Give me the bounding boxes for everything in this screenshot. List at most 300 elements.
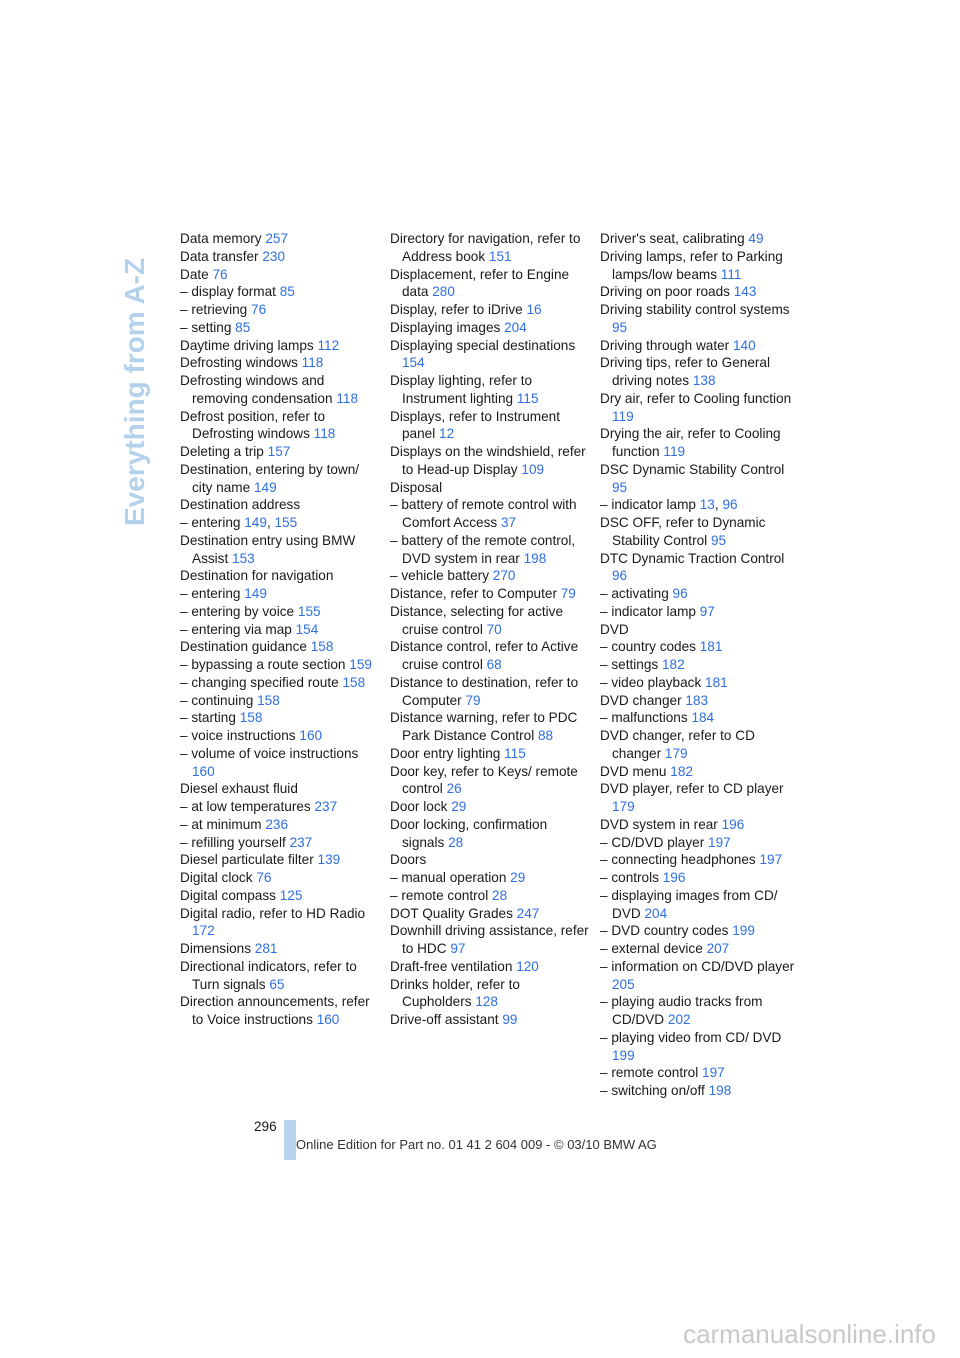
index-term: – playing video from CD/ DVD xyxy=(600,1029,782,1045)
page-ref-link[interactable]: 118 xyxy=(336,390,359,406)
index-term: – CD/DVD player xyxy=(600,834,705,850)
index-term: Draft-free ventilation xyxy=(390,958,513,974)
index-term: – bypassing a route section xyxy=(180,657,346,672)
index-term: – country codes xyxy=(600,639,696,655)
index-term: Driver's seat, calibrating xyxy=(600,231,745,246)
index-entry xyxy=(600,283,800,301)
index-entry xyxy=(600,514,800,550)
page-ref-link[interactable]: 88 xyxy=(538,728,554,743)
page-ref-link[interactable]: 65 xyxy=(269,976,285,992)
page-ref-link[interactable]: 184 xyxy=(691,710,715,726)
index-term: – battery of the remote control, DVD system in rear xyxy=(390,532,576,566)
index-entry xyxy=(390,603,590,639)
page-ref-link[interactable]: 204 xyxy=(504,319,527,335)
page-ref-link[interactable]: 85 xyxy=(235,319,251,335)
index-term: Drive-off assistant xyxy=(390,1012,499,1027)
page-ref-link[interactable]: 95 xyxy=(612,479,628,495)
index-entry xyxy=(600,638,800,656)
page-ref-link[interactable]: 204 xyxy=(644,905,668,921)
index-term: Defrosting windows xyxy=(180,355,298,371)
page-ref-link[interactable]: 196 xyxy=(721,816,745,832)
index-entry xyxy=(600,603,800,621)
index-entry xyxy=(180,514,380,532)
index-term: Direction announcements, refer to Voice instructions xyxy=(180,994,370,1027)
index-entry xyxy=(180,692,380,710)
index-term: Downhill driving assistance, refer to HDC xyxy=(390,923,589,956)
page-ref-link[interactable]: 154 xyxy=(295,621,319,637)
index-term: – external device xyxy=(600,941,703,956)
page-ref-link[interactable]: 179 xyxy=(664,745,688,761)
index-column-2 xyxy=(390,230,590,1029)
index-term: – volume of voice instructions xyxy=(180,745,359,761)
index-entry xyxy=(180,798,380,816)
index-entry xyxy=(600,993,800,1029)
page-ref-link[interactable]: 97 xyxy=(699,603,715,619)
index-entry xyxy=(390,337,590,373)
index-entry xyxy=(390,1011,590,1029)
page-ref-separator: , xyxy=(266,515,271,530)
page-ref-link[interactable]: 76 xyxy=(256,870,272,885)
index-term: DOT Quality Grades xyxy=(390,905,513,921)
index-entry xyxy=(600,727,800,763)
page-ref-link[interactable]: 237 xyxy=(289,834,313,850)
index-term: DVD changer xyxy=(600,692,682,708)
page-ref-link[interactable]: 181 xyxy=(705,674,728,690)
page-ref-link[interactable]: 153 xyxy=(232,550,255,566)
index-term: Door locking, confirmation signals xyxy=(390,816,548,850)
index-entry xyxy=(180,337,380,355)
index-term: DVD xyxy=(600,621,629,637)
index-entry xyxy=(180,248,380,266)
index-term: – setting xyxy=(180,319,232,335)
page-ref-link[interactable]: 155 xyxy=(274,515,298,530)
index-term: – remote control xyxy=(600,1065,699,1081)
page-ref-link[interactable]: 95 xyxy=(612,319,628,335)
page-ref-link[interactable]: 96 xyxy=(722,497,738,513)
index-term: – refilling yourself xyxy=(180,834,286,850)
page-ref-link[interactable]: 28 xyxy=(492,887,508,903)
page-ref-link[interactable]: 29 xyxy=(451,799,467,814)
index-term: Distance, selecting for active cruise control xyxy=(390,603,564,637)
index-term: Destination for navigation xyxy=(180,568,334,584)
index-term: – changing specified route xyxy=(180,674,339,690)
page-ref-link[interactable]: 139 xyxy=(317,852,341,868)
page-ref-link[interactable]: 257 xyxy=(265,231,289,246)
page-ref-link[interactable]: 95 xyxy=(710,532,727,548)
page-ref-link[interactable]: 160 xyxy=(192,763,215,779)
index-term: – activating xyxy=(600,586,669,601)
index-entry xyxy=(180,603,380,621)
page-ref-link[interactable]: 70 xyxy=(486,621,502,637)
index-term: Digital clock xyxy=(180,870,253,885)
index-entry xyxy=(600,940,800,958)
page-ref-link[interactable]: 125 xyxy=(279,887,303,903)
index-term: DSC Dynamic Stability Control xyxy=(600,461,785,477)
index-term: Displaying special destinations xyxy=(390,337,576,353)
index-term: Distance control, refer to Active cruise control xyxy=(390,639,579,672)
page-ref-link[interactable]: 79 xyxy=(465,692,481,708)
page-ref-link[interactable]: 13 xyxy=(699,497,715,513)
page-ref-link[interactable]: 119 xyxy=(663,444,686,459)
index-entry xyxy=(600,851,800,869)
page-ref-link[interactable]: 236 xyxy=(265,816,289,832)
page-ref-link[interactable]: 149 xyxy=(244,515,267,530)
page-ref-link[interactable]: 26 xyxy=(446,781,462,797)
page-ref-separator: , xyxy=(714,497,719,513)
index-entry xyxy=(600,390,800,426)
index-entry xyxy=(180,887,380,905)
index-entry xyxy=(600,496,800,514)
index-entry xyxy=(180,834,380,852)
page-ref-link[interactable]: 96 xyxy=(612,568,628,584)
index-entry xyxy=(390,319,590,337)
index-entry xyxy=(600,763,800,781)
index-entry xyxy=(390,567,590,585)
page-ref-link[interactable]: 197 xyxy=(702,1065,725,1081)
page-ref-link[interactable]: 172 xyxy=(192,923,215,939)
index-term: Digital compass xyxy=(180,887,276,903)
index-entry xyxy=(390,905,590,923)
index-term: Distance warning, refer to PDC Park Distance Control xyxy=(390,710,578,743)
index-term: – displaying images from CD/ DVD xyxy=(600,887,778,921)
index-term: – indicator lamp xyxy=(600,603,696,619)
side-section-title-text: Everything from A-Z xyxy=(119,257,150,526)
page-ref-link[interactable]: 37 xyxy=(500,515,517,530)
index-term: – display format xyxy=(180,284,276,300)
page-ref-link[interactable]: 111 xyxy=(720,266,742,282)
index-entry xyxy=(390,408,590,444)
page-ref-link[interactable]: 155 xyxy=(297,603,321,619)
index-entry xyxy=(390,922,590,958)
index-term: Defrost position, refer to Defrosting windows xyxy=(180,408,326,442)
index-entry xyxy=(390,496,590,532)
index-entry xyxy=(390,372,590,408)
page-ref-link[interactable]: 247 xyxy=(516,905,540,921)
index-entry xyxy=(180,266,380,284)
page-ref-link[interactable]: 120 xyxy=(516,958,539,974)
page-ref-link[interactable]: 230 xyxy=(262,248,286,264)
page-ref-link[interactable]: 205 xyxy=(612,976,635,992)
index-term: – DVD country codes xyxy=(600,923,729,939)
page-ref-link[interactable]: 138 xyxy=(692,373,716,388)
index-term: – entering xyxy=(180,515,241,530)
page-ref-link[interactable]: 16 xyxy=(526,302,542,317)
index-entry xyxy=(390,709,590,745)
page-ref-link[interactable]: 96 xyxy=(672,586,688,601)
index-term: Driving stability control systems xyxy=(600,302,790,317)
page-ref-link[interactable]: 159 xyxy=(349,657,372,672)
page-ref-link[interactable]: 158 xyxy=(310,639,334,655)
page-ref-link[interactable]: 28 xyxy=(448,834,464,850)
index-entry xyxy=(180,993,380,1029)
index-entry xyxy=(600,958,800,994)
index-term: Destination address xyxy=(180,497,301,513)
page-ref-link[interactable]: 154 xyxy=(402,355,425,371)
page-ref-link[interactable]: 115 xyxy=(504,745,526,761)
page-ref-link[interactable]: 183 xyxy=(685,692,709,708)
page-ref-link[interactable]: 158 xyxy=(342,674,366,690)
index-entry xyxy=(180,638,380,656)
page-ref-link[interactable]: 151 xyxy=(488,248,512,264)
index-entry xyxy=(180,621,380,639)
index-term: Displaying images xyxy=(390,319,501,335)
page-ref-link[interactable]: 79 xyxy=(560,586,576,601)
index-term: Deleting a trip xyxy=(180,444,264,459)
index-term: Destination, entering by town/ city name xyxy=(180,461,360,495)
page-ref-link[interactable]: 237 xyxy=(314,799,338,814)
index-term: Distance to destination, refer to Computer xyxy=(390,674,579,708)
index-entry xyxy=(180,745,380,781)
index-term: Doors xyxy=(390,852,427,868)
index-term: Driving tips, refer to General driving notes xyxy=(600,355,770,388)
page-ref-link[interactable]: 198 xyxy=(708,1083,732,1098)
index-entry xyxy=(600,1082,800,1100)
page-ref-link[interactable]: 49 xyxy=(748,231,764,246)
index-entry xyxy=(180,408,380,444)
index-entry xyxy=(390,887,590,905)
page-ref-link[interactable]: 181 xyxy=(699,639,723,655)
index-term: Digital radio, refer to HD Radio xyxy=(180,905,366,921)
page-ref-link[interactable]: 202 xyxy=(667,1012,691,1027)
index-term: – at low temperatures xyxy=(180,799,311,814)
index-entry xyxy=(180,230,380,248)
index-term: Destination entry using BMW Assist xyxy=(180,532,356,566)
page-ref-link[interactable]: 109 xyxy=(521,461,545,477)
index-term: Driving through water xyxy=(600,337,730,353)
index-term: – controls xyxy=(600,870,659,885)
index-term: – connecting headphones xyxy=(600,852,756,868)
index-term: Dry air, refer to Cooling function xyxy=(600,390,792,406)
index-term: Door entry lighting xyxy=(390,745,501,761)
page-ref-link[interactable]: 199 xyxy=(612,1047,635,1063)
page-ref-link[interactable]: 149 xyxy=(253,479,277,495)
index-term: – vehicle battery xyxy=(390,568,489,584)
watermark: carmanualsonline.info xyxy=(683,1319,936,1349)
index-entry xyxy=(600,674,800,692)
index-entry xyxy=(180,869,380,887)
index-entry xyxy=(180,319,380,337)
page-ref-link[interactable]: 12 xyxy=(439,426,455,442)
page-ref-link[interactable]: 182 xyxy=(661,657,685,672)
index-entry xyxy=(600,301,800,337)
index-entry xyxy=(390,479,590,497)
page-ref-link[interactable]: 160 xyxy=(316,1012,340,1027)
index-term: Directory for navigation, refer to Address book xyxy=(390,231,581,264)
page-ref-link[interactable]: 76 xyxy=(251,302,267,317)
page-ref-link[interactable]: 149 xyxy=(244,586,267,601)
index-term: – battery of remote control with Comfort Access xyxy=(390,497,577,530)
index-term: Dimensions xyxy=(180,941,252,956)
index-entry xyxy=(180,372,380,408)
index-entry xyxy=(180,958,380,994)
page-ref-link[interactable]: 158 xyxy=(239,710,263,726)
index-entry xyxy=(600,337,800,355)
index-term: Door lock xyxy=(390,799,448,814)
index-entry xyxy=(390,301,590,319)
index-term: Display, refer to iDrive xyxy=(390,302,523,317)
index-entry xyxy=(390,266,590,302)
index-entry xyxy=(180,709,380,727)
index-term: Displacement, refer to Engine data xyxy=(390,266,570,300)
index-entry xyxy=(390,976,590,1012)
index-entry xyxy=(180,461,380,497)
page-number: 296 xyxy=(254,1119,277,1134)
index-entry xyxy=(180,585,380,603)
page-ref-link[interactable]: 128 xyxy=(475,994,498,1010)
index-term: – switching on/off xyxy=(600,1083,705,1098)
page-ref-link[interactable]: 179 xyxy=(612,799,635,814)
index-entry xyxy=(180,283,380,301)
index-term: Daytime driving lamps xyxy=(180,337,314,353)
index-entry xyxy=(600,692,800,710)
footer-edition-text: Online Edition for Part no. 01 41 2 604 009 - © 03/10 BMW AG xyxy=(296,1137,657,1152)
index-entry xyxy=(180,532,380,568)
index-entry xyxy=(600,248,800,284)
page-ref-link[interactable]: 158 xyxy=(257,692,280,708)
index-entry xyxy=(600,1064,800,1082)
index-entry xyxy=(600,1029,800,1065)
index-term: – remote control xyxy=(390,887,489,903)
index-term: Diesel exhaust fluid xyxy=(180,781,298,797)
page-ref-link[interactable]: 118 xyxy=(301,355,324,371)
index-term: – information on CD/DVD player xyxy=(600,958,795,974)
index-term: DVD menu xyxy=(600,763,667,779)
index-term: DVD system in rear xyxy=(600,816,718,832)
index-entry xyxy=(600,709,800,727)
index-entry xyxy=(600,656,800,674)
index-entry xyxy=(390,638,590,674)
index-term: – playing audio tracks from CD/DVD xyxy=(600,994,763,1027)
side-section-title xyxy=(110,230,154,530)
index-entry xyxy=(180,496,380,514)
index-entry xyxy=(390,869,590,887)
index-entry xyxy=(180,816,380,834)
index-term: – manual operation xyxy=(390,870,507,885)
index-entry xyxy=(180,940,380,958)
index-term: – video playback xyxy=(600,674,702,690)
index-term: – entering xyxy=(180,586,241,601)
page-ref-link[interactable]: 112 xyxy=(317,337,340,353)
index-entry xyxy=(600,834,800,852)
index-entry xyxy=(180,780,380,798)
page-ref-link[interactable]: 196 xyxy=(662,870,686,885)
index-term: Defrosting windows and removing condensation xyxy=(180,373,333,406)
page-ref-link[interactable]: 280 xyxy=(432,284,455,300)
page-ref-link[interactable]: 85 xyxy=(279,284,295,300)
index-term: DVD player, refer to CD player xyxy=(600,781,784,797)
page-ref-link[interactable]: 68 xyxy=(486,657,502,672)
index-term: – starting xyxy=(180,710,236,726)
index-entry xyxy=(390,816,590,852)
index-entry xyxy=(180,905,380,941)
index-term: Drinks holder, refer to Cupholders xyxy=(390,976,520,1010)
page-ref-link[interactable]: 29 xyxy=(510,870,526,885)
index-term: Destination guidance xyxy=(180,639,307,655)
index-entry xyxy=(600,354,800,390)
index-term: – at minimum xyxy=(180,816,262,832)
index-term: Directional indicators, refer to Turn signals xyxy=(180,958,357,992)
index-entry xyxy=(600,780,800,816)
footer-accent-bar xyxy=(284,1120,296,1160)
page-ref-link[interactable]: 118 xyxy=(313,426,336,442)
index-term: Driving on poor roads xyxy=(600,284,730,300)
index-entry xyxy=(600,585,800,603)
index-entry xyxy=(390,798,590,816)
index-term: – settings xyxy=(600,657,659,672)
index-term: – continuing xyxy=(180,692,254,708)
index-entry xyxy=(600,425,800,461)
index-entry xyxy=(180,567,380,585)
page-ref-link[interactable]: 198 xyxy=(523,550,547,566)
index-column-3 xyxy=(600,230,800,1100)
index-term: Disposal xyxy=(390,479,443,495)
index-term: Distance, refer to Computer xyxy=(390,586,557,601)
index-term: Drying the air, refer to Cooling function xyxy=(600,426,781,459)
index-term: Diesel particulate filter xyxy=(180,852,314,868)
index-entry xyxy=(600,816,800,834)
index-entry xyxy=(180,851,380,869)
index-entry xyxy=(600,922,800,940)
index-entry xyxy=(390,958,590,976)
index-entry xyxy=(600,869,800,887)
page-ref-link[interactable]: 197 xyxy=(759,852,783,868)
page-ref-link[interactable]: 207 xyxy=(706,941,730,956)
page-ref-link[interactable]: 97 xyxy=(450,941,466,956)
index-entry xyxy=(390,745,590,763)
index-term: – malfunctions xyxy=(600,710,688,726)
index-column-1 xyxy=(180,230,380,1029)
index-term: Data transfer xyxy=(180,248,259,264)
page-ref-link[interactable]: 270 xyxy=(492,568,516,584)
index-entry xyxy=(600,461,800,497)
index-entry xyxy=(390,230,590,266)
index-term: Driving lamps, refer to Parking lamps/low beams xyxy=(600,248,783,282)
page-ref-link[interactable]: 143 xyxy=(733,284,757,300)
page-ref-link[interactable]: 140 xyxy=(732,337,756,353)
page-ref-link[interactable]: 76 xyxy=(212,266,228,282)
page-ref-link[interactable]: 99 xyxy=(502,1012,518,1027)
index-term: – retrieving xyxy=(180,302,248,317)
page-ref-link[interactable]: 160 xyxy=(299,728,323,743)
index-entry xyxy=(600,887,800,923)
index-term: – indicator lamp xyxy=(600,497,696,513)
index-term: Door key, refer to Keys/ remote control xyxy=(390,763,578,797)
index-entry xyxy=(390,674,590,710)
index-term: Data memory xyxy=(180,231,262,246)
page-ref-link[interactable]: 182 xyxy=(670,763,693,779)
index-term: Display lighting, refer to Instrument lighting xyxy=(390,373,533,406)
page-ref-link[interactable]: 115 xyxy=(516,390,539,406)
page-ref-link[interactable]: 197 xyxy=(708,834,731,850)
page-ref-link[interactable]: 281 xyxy=(254,941,278,956)
page-ref-link[interactable]: 119 xyxy=(612,408,634,424)
index-term: Displays, refer to Instrument panel xyxy=(390,408,560,442)
index-entry xyxy=(390,763,590,799)
index-entry xyxy=(390,851,590,869)
index-entry xyxy=(390,532,590,568)
index-term: DVD changer, refer to CD changer xyxy=(600,728,755,761)
page-ref-link[interactable]: 199 xyxy=(732,923,755,939)
index-entry xyxy=(600,550,800,586)
index-entry xyxy=(600,230,800,248)
index-term: DTC Dynamic Traction Control xyxy=(600,550,785,566)
index-entry xyxy=(180,443,380,461)
index-entry xyxy=(180,301,380,319)
index-entry xyxy=(390,443,590,479)
page-ref-link[interactable]: 157 xyxy=(267,444,291,459)
index-entry xyxy=(600,621,800,639)
index-term: DSC OFF, refer to Dynamic Stability Control xyxy=(600,515,766,548)
